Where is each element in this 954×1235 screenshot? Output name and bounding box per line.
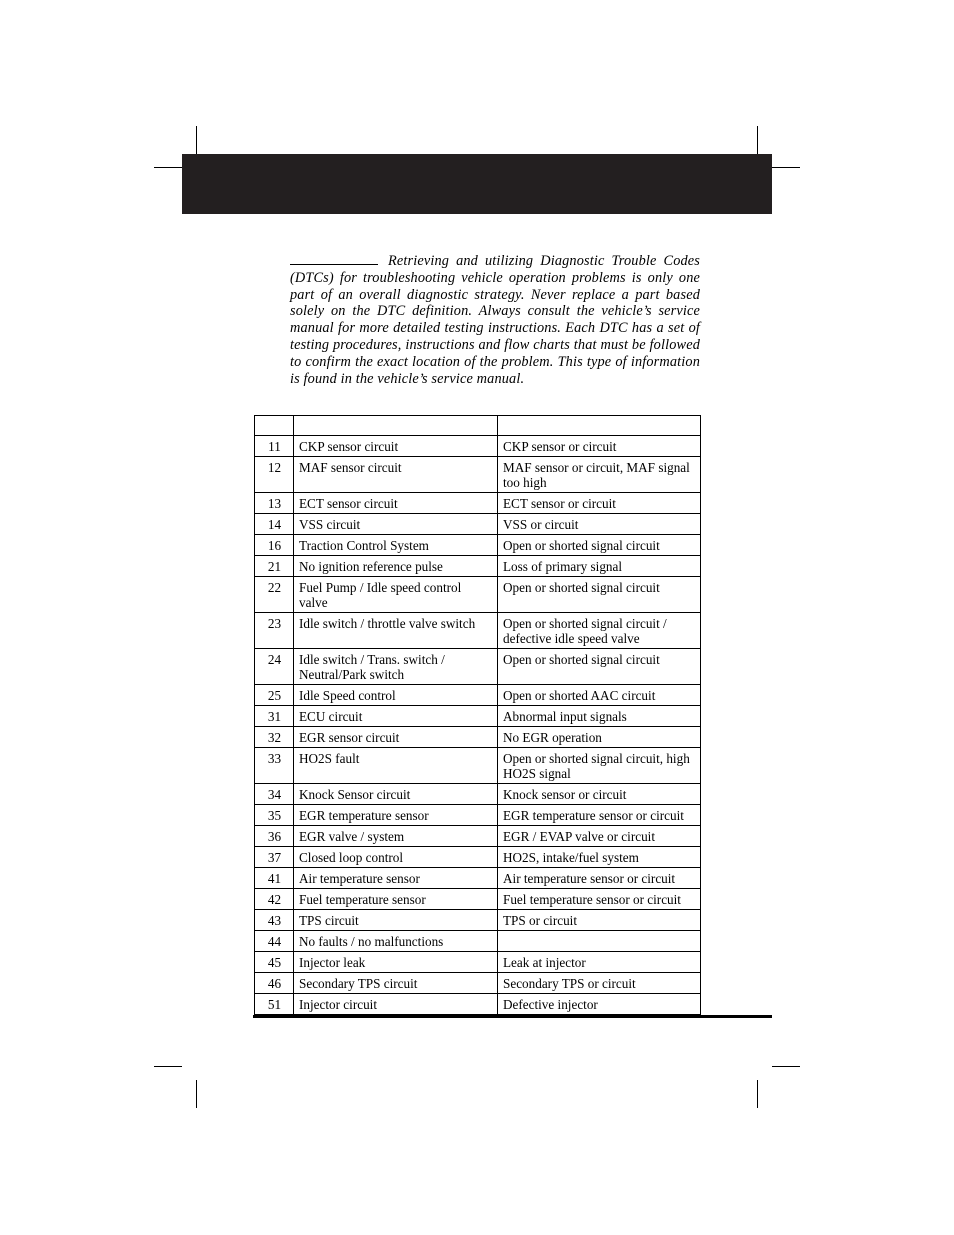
- cell-cause: TPS or circuit: [498, 910, 701, 931]
- cell-cause: Open or shorted signal circuit / defective idle speed valve: [498, 613, 701, 649]
- cell-cause: HO2S, intake/fuel system: [498, 847, 701, 868]
- cell-code: 43: [255, 910, 294, 931]
- cell-cause: No EGR operation: [498, 727, 701, 748]
- cell-cause: MAF sensor or circuit, MAF signal too high: [498, 457, 701, 493]
- table-row: [255, 868, 701, 889]
- crop-mark-bottom-right-vertical: [757, 1080, 758, 1108]
- cell-cause: VSS or circuit: [498, 514, 701, 535]
- cell-code: 25: [255, 685, 294, 706]
- cell-code: 13: [255, 493, 294, 514]
- dtc-table: [254, 415, 701, 1016]
- table-row: [255, 727, 701, 748]
- cell-code: 16: [255, 535, 294, 556]
- crop-mark-top-right-horizontal: [772, 167, 800, 168]
- cell-code: 24: [255, 649, 294, 685]
- cell-cause: Defective injector: [498, 994, 701, 1016]
- table-header-row: [255, 416, 701, 436]
- cell-cause: Abnormal input signals: [498, 706, 701, 727]
- cell-code: 11: [255, 436, 294, 457]
- cell-condition: VSS circuit: [294, 514, 498, 535]
- table-row: [255, 556, 701, 577]
- cell-condition: ECU circuit: [294, 706, 498, 727]
- cell-condition: EGR valve / system: [294, 826, 498, 847]
- cell-condition: Injector leak: [294, 952, 498, 973]
- table-row: [255, 649, 701, 685]
- cell-condition: Idle switch / Trans. switch / Neutral/Park switch: [294, 649, 498, 685]
- cell-code: 22: [255, 577, 294, 613]
- table-row: [255, 535, 701, 556]
- cell-code: 42: [255, 889, 294, 910]
- cell-condition: Fuel temperature sensor: [294, 889, 498, 910]
- cell-code: 21: [255, 556, 294, 577]
- cell-condition: Injector circuit: [294, 994, 498, 1016]
- cell-cause: Knock sensor or circuit: [498, 784, 701, 805]
- cell-code: 23: [255, 613, 294, 649]
- cell-condition: Traction Control System: [294, 535, 498, 556]
- table-row: [255, 952, 701, 973]
- table-row: [255, 685, 701, 706]
- cell-cause: EGR temperature sensor or circuit: [498, 805, 701, 826]
- table-row: [255, 514, 701, 535]
- footer-rule: [253, 1015, 772, 1018]
- cell-code: 31: [255, 706, 294, 727]
- cell-cause: Secondary TPS or circuit: [498, 973, 701, 994]
- cell-code: 41: [255, 868, 294, 889]
- table-row: [255, 493, 701, 514]
- cell-cause: [498, 931, 701, 952]
- cell-condition: No ignition reference pulse: [294, 556, 498, 577]
- table-row: [255, 748, 701, 784]
- table-row: [255, 706, 701, 727]
- cell-code: 34: [255, 784, 294, 805]
- table-row: [255, 613, 701, 649]
- cell-code: 37: [255, 847, 294, 868]
- cell-code: 12: [255, 457, 294, 493]
- cell-cause: Open or shorted signal circuit: [498, 577, 701, 613]
- table-row: [255, 784, 701, 805]
- table-row: [255, 577, 701, 613]
- cell-condition: TPS circuit: [294, 910, 498, 931]
- header-banner: [182, 154, 772, 214]
- cell-cause: Open or shorted signal circuit: [498, 649, 701, 685]
- table-row: [255, 847, 701, 868]
- crop-mark-top-right-vertical: [757, 126, 758, 154]
- cell-code: 51: [255, 994, 294, 1016]
- table-row: [255, 994, 701, 1016]
- cell-cause: EGR / EVAP valve or circuit: [498, 826, 701, 847]
- cell-code: 14: [255, 514, 294, 535]
- crop-mark-bottom-left-horizontal: [154, 1066, 182, 1067]
- header-code: [255, 416, 294, 436]
- cell-code: 35: [255, 805, 294, 826]
- cell-cause: Open or shorted AAC circuit: [498, 685, 701, 706]
- cell-condition: Closed loop control: [294, 847, 498, 868]
- table-row: [255, 973, 701, 994]
- cell-code: 36: [255, 826, 294, 847]
- cell-code: 46: [255, 973, 294, 994]
- cell-condition: ECT sensor circuit: [294, 493, 498, 514]
- cell-condition: MAF sensor circuit: [294, 457, 498, 493]
- cell-condition: CKP sensor circuit: [294, 436, 498, 457]
- note-text: Retrieving and utilizing Diagnostic Trouble Codes (DTCs) for troubleshooting vehicle operation problems is only one part of an overall diagnostic strategy. Never replace a part based solely on the DTC definition. Always consult the vehicle’s service manual for more detailed testing instructions. Each DTC has a set of testing procedures, instructions and flow charts that must be followed to confirm the exact location of the problem. This type of information is found in the vehicle’s service manual.: [290, 253, 700, 387]
- table-row: [255, 457, 701, 493]
- crop-mark-top-left-horizontal: [154, 167, 182, 168]
- cell-cause: Open or shorted signal circuit, high HO2S signal: [498, 748, 701, 784]
- crop-mark-bottom-left-vertical: [196, 1080, 197, 1108]
- cell-cause: Leak at injector: [498, 952, 701, 973]
- cell-cause: Fuel temperature sensor or circuit: [498, 889, 701, 910]
- note-label-underline: [290, 254, 378, 265]
- cell-condition: Secondary TPS circuit: [294, 973, 498, 994]
- table-row: [255, 826, 701, 847]
- cell-condition: EGR sensor circuit: [294, 727, 498, 748]
- table-row: [255, 805, 701, 826]
- table-row: [255, 436, 701, 457]
- cell-code: 44: [255, 931, 294, 952]
- cell-cause: ECT sensor or circuit: [498, 493, 701, 514]
- cell-condition: No faults / no malfunctions: [294, 931, 498, 952]
- cell-code: 45: [255, 952, 294, 973]
- cell-code: 33: [255, 748, 294, 784]
- cell-condition: Idle switch / throttle valve switch: [294, 613, 498, 649]
- cell-condition: EGR temperature sensor: [294, 805, 498, 826]
- cell-cause: Loss of primary signal: [498, 556, 701, 577]
- cell-condition: Knock Sensor circuit: [294, 784, 498, 805]
- cell-cause: Open or shorted signal circuit: [498, 535, 701, 556]
- header-cause: [498, 416, 701, 436]
- crop-mark-bottom-right-horizontal: [772, 1066, 800, 1067]
- cell-code: 32: [255, 727, 294, 748]
- note-paragraph: [290, 253, 700, 387]
- table-body: [255, 436, 701, 1016]
- cell-condition: Idle Speed control: [294, 685, 498, 706]
- table-row: [255, 910, 701, 931]
- cell-cause: Air temperature sensor or circuit: [498, 868, 701, 889]
- cell-cause: CKP sensor or circuit: [498, 436, 701, 457]
- cell-condition: Fuel Pump / Idle speed control valve: [294, 577, 498, 613]
- table-row: [255, 931, 701, 952]
- header-condition: [294, 416, 498, 436]
- cell-condition: HO2S fault: [294, 748, 498, 784]
- table-row: [255, 889, 701, 910]
- cell-condition: Air temperature sensor: [294, 868, 498, 889]
- crop-mark-top-left-vertical: [196, 126, 197, 154]
